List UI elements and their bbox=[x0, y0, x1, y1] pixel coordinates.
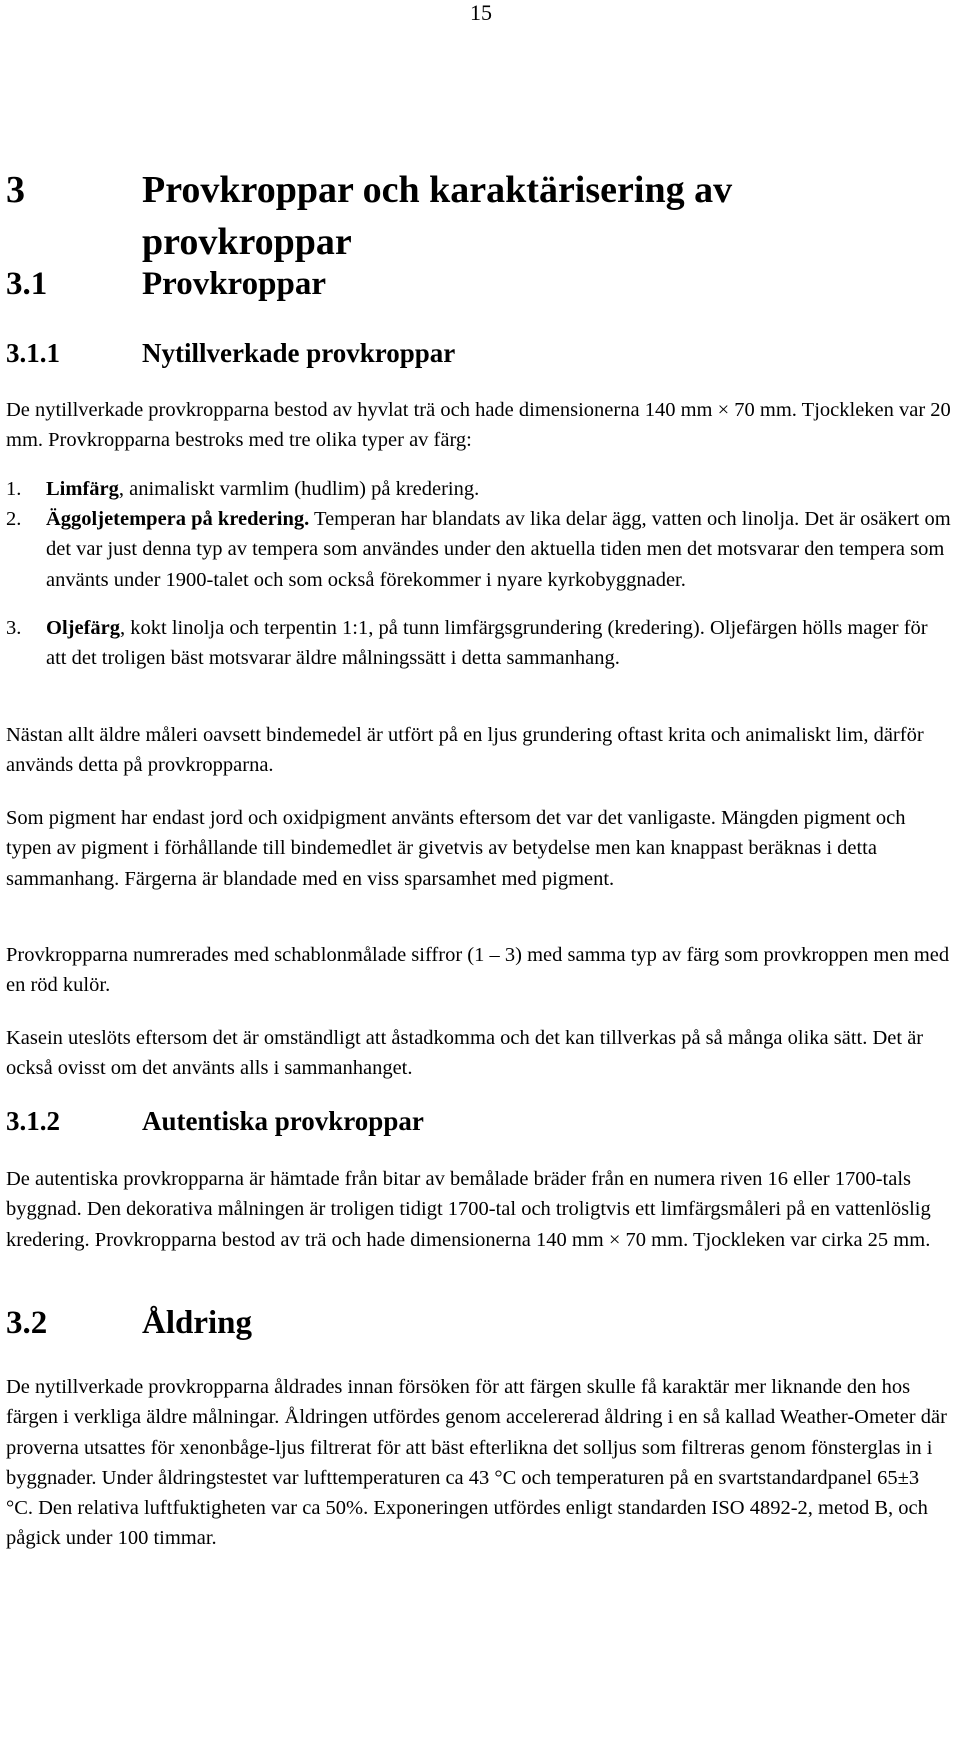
intro-paragraph: De nytillverkade provkropparna bestod av hyvlat trä och hade dimensionerna 140 mm × 70 mm. Tjockleken var 20 mm. Provkropparna bestroks med tre olika typer av färg: bbox=[6, 399, 951, 452]
paragraph-autentiska: De autentiska provkropparna är hämtade från bitar av bemålade bräder från en numera riven 16 eller 1700-tals byggnad. Den dekorativa målningen är troligen tidigt 1700-tal och troligtvis ett limfärgsmåleri på en vattenlöslig kredering. Provkropparna bestod av trä och hade dimensionerna 140 mm × 70 mm. Tjockleken var cirka 25 mm. bbox=[6, 1168, 931, 1251]
list-term: Oljefärg bbox=[46, 617, 120, 639]
list-marker: 1. bbox=[6, 478, 22, 500]
paragraph-pigment: Som pigment har endast jord och oxidpigment använts eftersom det var det vanligaste. Mängden pigment och typen av pigment i förhållande till bindemedlet är givetvis av betydelse men kan knappast beräknas i detta sammanhang. Färgerna är blandade med en viss sparsamhet med pigment. bbox=[6, 807, 906, 890]
paragraph-grundering: Nästan allt äldre måleri oavsett bindemedel är utfört på en ljus grundering oftast krita och animaliskt lim, därför används detta på provkropparna. bbox=[6, 724, 924, 777]
chapter-title: Provkroppar och karaktärisering av provkroppar bbox=[142, 169, 733, 263]
subsection-title: Nytillverkade provkroppar bbox=[142, 338, 456, 368]
list-term: Limfärg bbox=[46, 478, 119, 500]
section-number: 3.1 bbox=[6, 266, 48, 302]
subsection-number: 3.1.1 bbox=[6, 338, 60, 368]
page-number: 15 bbox=[470, 0, 492, 25]
list-marker: 3. bbox=[6, 617, 22, 639]
paragraph-aldring: De nytillverkade provkropparna åldrades innan försöken för att färgen skulle få karaktär mer liknande den hos färgen i verkliga äldre målningar. Åldringen utfördes genom accelererad åldring i en så kallad Weather-Ometer där proverna utsattes för xenonbåge-ljus filtrerat för att bäst efterlikna det solljus som filtreras genom fönsterglas in i byggnader. Under åldringstestet var lufttemperaturen ca 43 °C och temperaturen på en svartstandardpanel 65±3 °C. Den relativa luftfuktigheten var ca 50%. Exponeringen utfördes enligt standarden ISO 4892-2, metod B, och pågick under 100 timmar. bbox=[6, 1376, 947, 1550]
section-title: Provkroppar bbox=[142, 266, 326, 302]
chapter-number: 3 bbox=[6, 169, 25, 211]
list-text: , animaliskt varmlim (hudlim) på kredering. bbox=[118, 478, 480, 500]
list-item bbox=[6, 613, 951, 674]
list-term: Äggoljetempera på kredering. bbox=[46, 508, 310, 530]
paragraph-numrering: Provkropparna numrerades med schablonmålade siffror (1 – 3) med samma typ av färg som provkroppen men med en röd kulör. bbox=[6, 944, 950, 997]
list-item bbox=[6, 474, 951, 504]
paragraph-kasein: Kasein uteslöts eftersom det är omständligt att åstadkomma och det kan tillverkas på så många olika sätt. Det är också ovisst om det använts alls i sammanhanget. bbox=[6, 1027, 924, 1080]
subsection-number: 3.1.2 bbox=[6, 1106, 60, 1136]
section-number: 3.2 bbox=[6, 1305, 48, 1341]
subsection-title: Autentiska provkroppar bbox=[142, 1106, 424, 1136]
list-marker: 2. bbox=[6, 508, 22, 530]
list-text: , kokt linolja och terpentin 1:1, på tunn limfärgsgrundering (kredering). Oljefärgen hölls mager för att det troligen bäst motsvarar äldre målningssätt i detta sammanhang. bbox=[46, 617, 928, 670]
list-text: Temperan har blandats av lika delar ägg, vatten och linolja. Det är osäkert om det var just denna typ av tempera som användes under den aktuella tiden men det motsvarar den tempera som använts under 1900-talet och som också förekommer i nyare kyrkobyggnader. bbox=[46, 508, 951, 591]
section-title: Åldring bbox=[142, 1305, 253, 1341]
list-item bbox=[6, 504, 951, 595]
